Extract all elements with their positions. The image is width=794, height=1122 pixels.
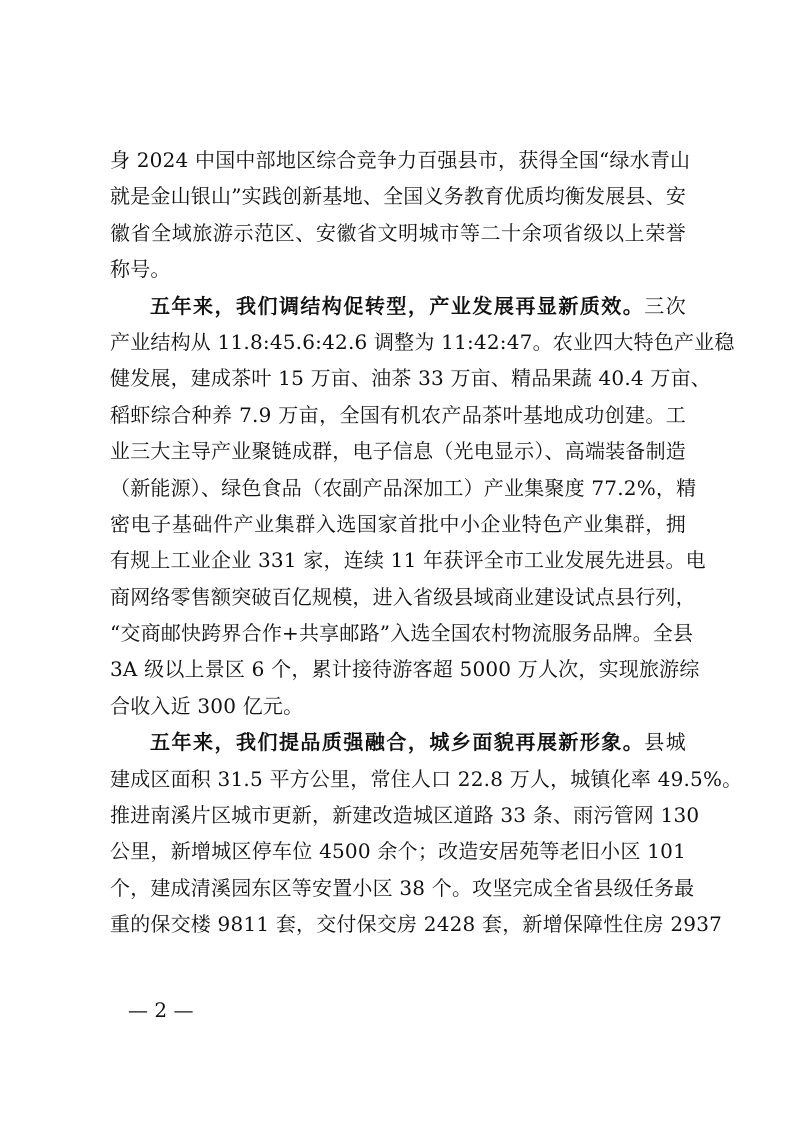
text-line: 身 2024 中国中部地区综合竞争力百强县市，获得全国“绿水青山 [110, 148, 691, 172]
text-line: 健发展，建成茶叶 15 万亩、油茶 33 万亩、精品果蔬 40.4 万亩、 [110, 366, 711, 391]
text-line: 建成区面积 31.5 平方公里，常住人口 22.8 万人，城镇化率 49.5%。 [110, 766, 743, 791]
paragraph-first-rest: 县城 [644, 730, 686, 755]
text-line: 称号。 [110, 257, 171, 282]
text-line: 公里，新增城区停车位 4500 余个；改造安居苑等老旧小区 101 [110, 839, 686, 864]
text-line: 个，建成清溪园东区等安置小区 38 个。攻坚完成全省县级任务最 [110, 875, 695, 900]
text-line: 推进南溪片区城市更新，新建改造城区道路 33 条、雨污管网 130 [110, 803, 700, 828]
text-line: “交商邮快跨界合作+共享邮路”入选全国农村物流服务品牌。全县 [110, 621, 694, 646]
paragraph-lead: 五年来，我们提品质强融合，城乡面貌再展新形象。 [150, 730, 645, 755]
text-line: 产业结构从 11.8:45.6:42.6 调整为 11:42:47。农业四大特色产业稳 [110, 329, 735, 354]
text-line: 业三大主导产业聚链成群，电子信息（光电显示）、高端装备制造 [110, 439, 686, 464]
paragraph-first-line [110, 288, 686, 324]
text-line: 重的保交楼 9811 套，交付保交房 2428 套，新增保障性住房 2937 [110, 912, 723, 937]
text-line: （新能源）、绿色食品（农副产品深加工）产业集聚度 77.2%，精 [110, 475, 697, 500]
text-line: 有规上工业企业 331 家，连续 11 年获评全市工业发展先进县。电 [110, 548, 706, 573]
text-line: 密电子基础件产业集群入选国家首批中小企业特色产业集群，拥 [110, 511, 686, 536]
text-line: 商网络零售额突破百亿规模，进入省级县域商业建设试点县行列， [110, 584, 696, 609]
page-number: — 2 — [128, 998, 194, 1022]
paragraph-lead: 五年来，我们调结构促转型，产业发展再显新质效。 [150, 293, 645, 318]
paragraph-first-rest: 三次 [644, 293, 686, 318]
text-line: 徽省全域旅游示范区、安徽省文明城市等二十余项省级以上荣誉 [110, 220, 686, 245]
text-line: 3A 级以上景区 6 个，累计接待游客超 5000 万人次，实现旅游综 [110, 657, 700, 682]
text-line: 就是金山银山”实践创新基地、全国义务教育优质均衡发展县、安 [110, 184, 687, 209]
text-line: 稻虾综合种养 7.9 万亩，全国有机农产品茶叶基地成功创建。工 [110, 402, 686, 427]
text-line: 合收入近 300 亿元。 [110, 693, 304, 718]
paragraph-first-line [110, 724, 686, 760]
body-text [110, 142, 743, 943]
